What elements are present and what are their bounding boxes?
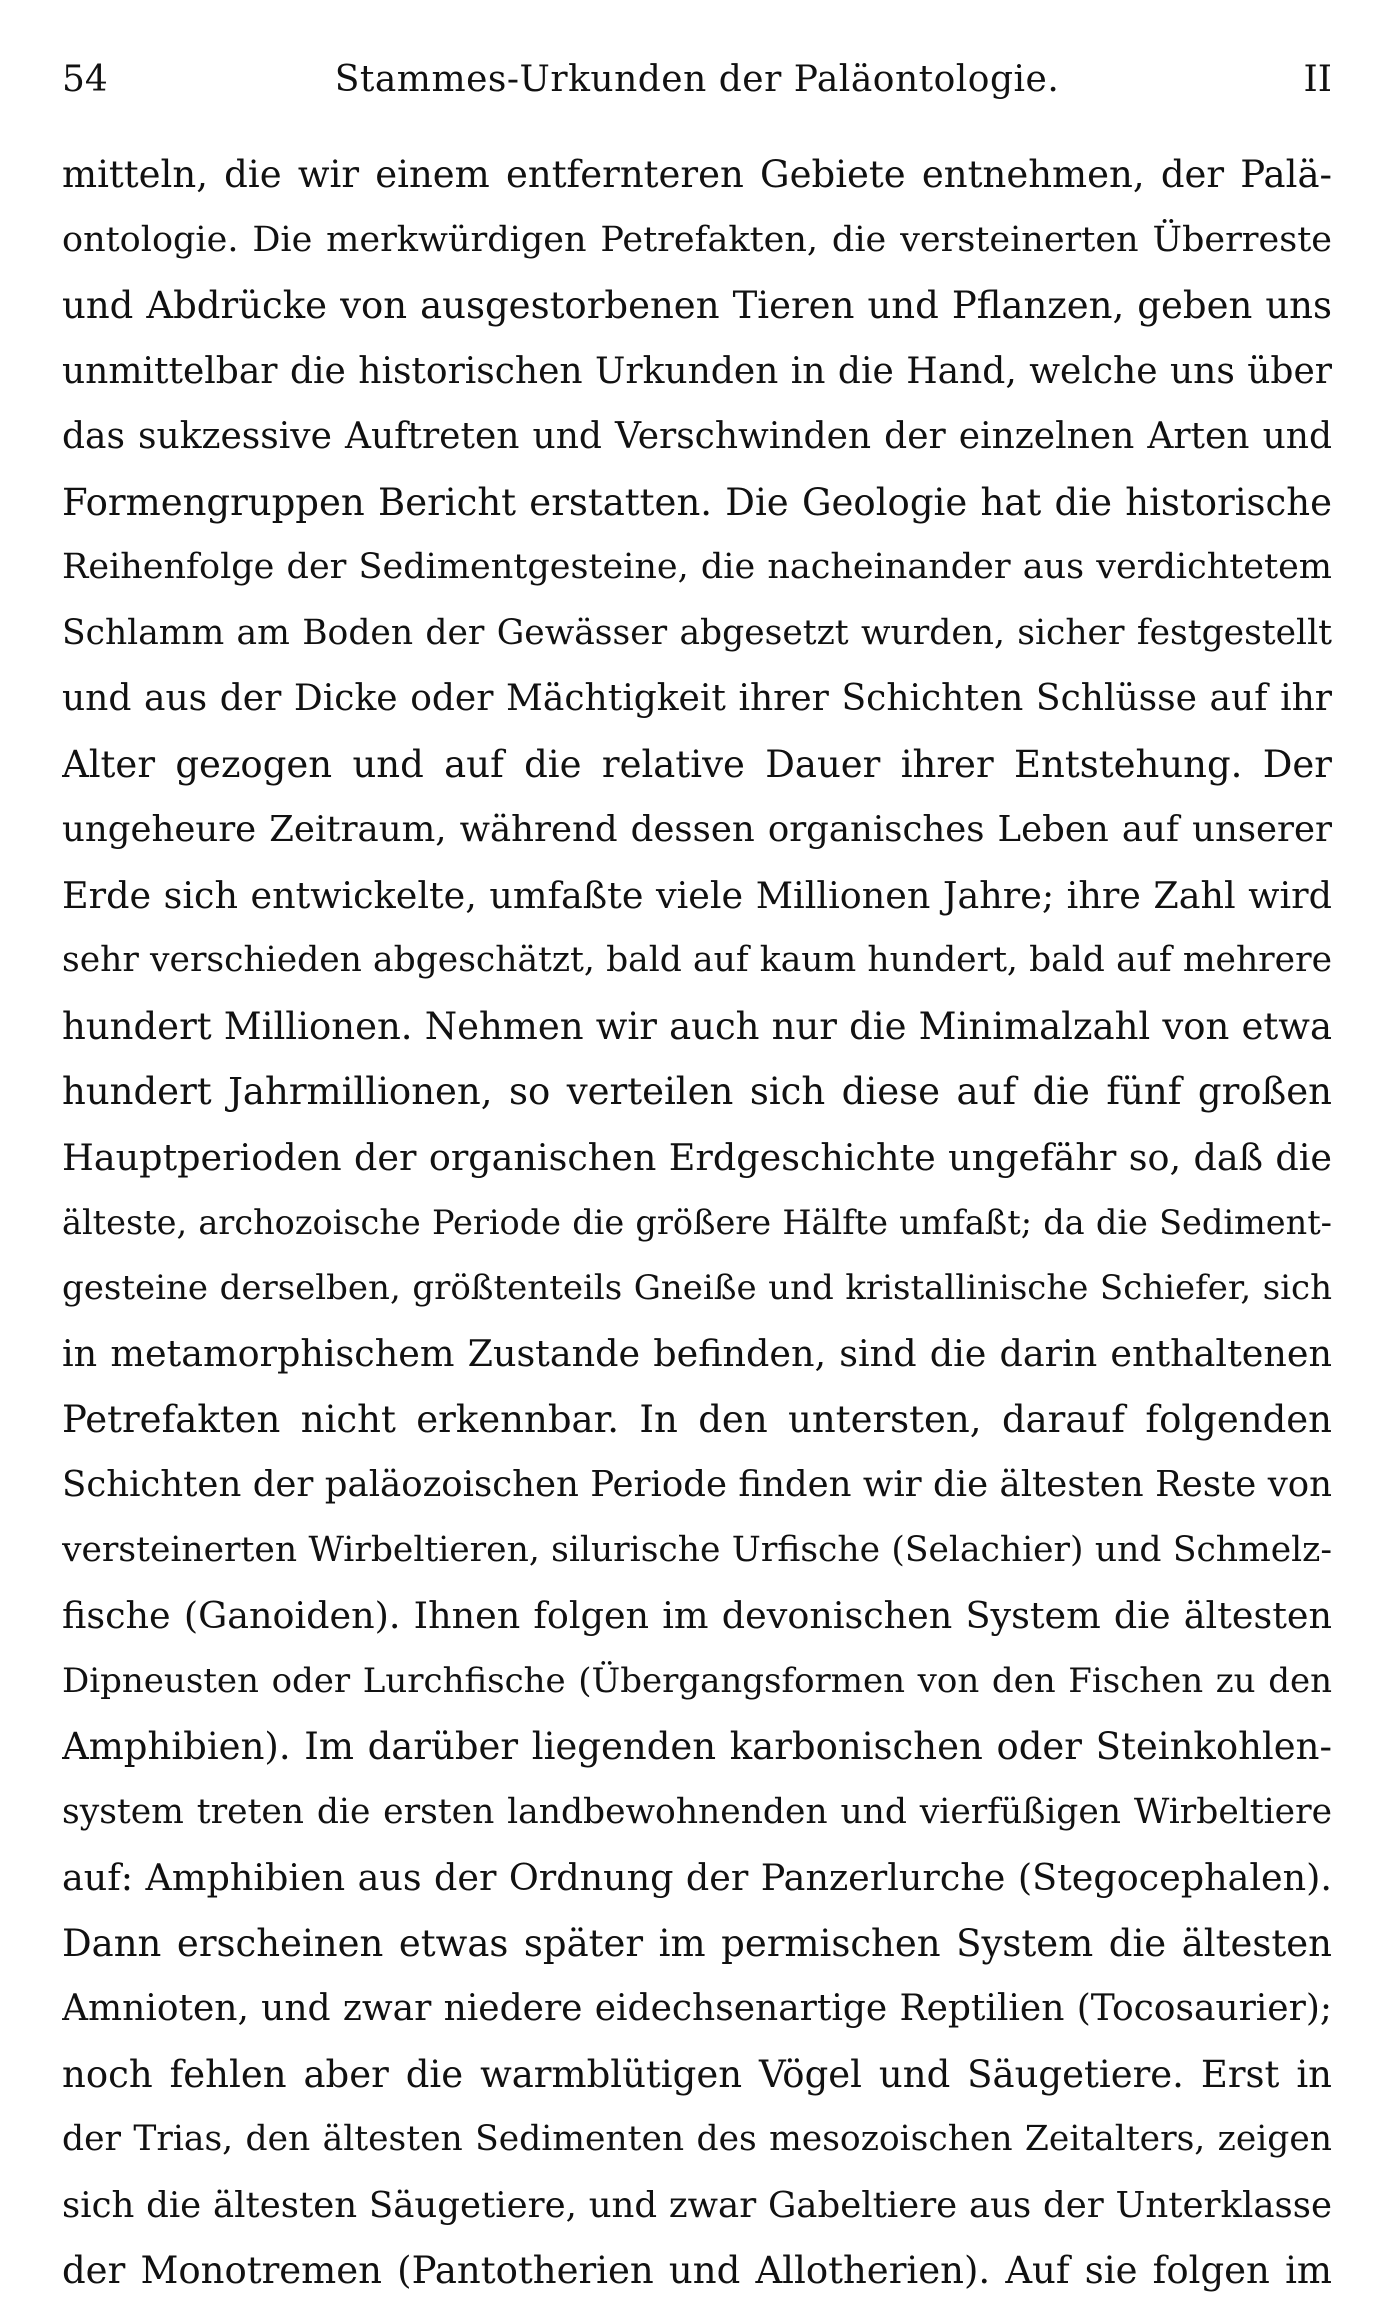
text-line: das sukzessive Auftreten und Verschwinden der einzelnen Arten und bbox=[62, 416, 1332, 457]
page-number: 54 bbox=[62, 59, 108, 100]
text-line: Dipneusten oder Lurchfische (Übergangsformen von den Fischen zu den bbox=[62, 1660, 1332, 1701]
text-line: älteste, archozoische Periode die größere Hälfte umfaßt; da die Sediment- bbox=[62, 1203, 1332, 1242]
text-line: der Monotremen (Pantotherien und Allotherien). Auf sie folgen im bbox=[62, 2249, 1332, 2292]
text-line: Amnioten, und zwar niedere eidechsenartige Reptilien (Tocosaurier); bbox=[62, 1988, 1332, 2029]
text-line: ungeheure Zeitraum, während dessen organisches Leben auf unserer bbox=[62, 809, 1332, 850]
section-number: II bbox=[1303, 59, 1332, 100]
text-line: sehr verschieden abgeschätzt, bald auf kaum hundert, bald auf mehrere bbox=[62, 940, 1332, 980]
text-line: und aus der Dicke oder Mächtigkeit ihrer Schichten Schlüsse auf ihr bbox=[62, 678, 1332, 719]
text-line: ontologie. Die merkwürdigen Petrefakten, die versteinerten Überreste bbox=[62, 219, 1332, 260]
text-line: Alter gezogen und auf die relative Dauer ihrer Entstehung. Der bbox=[62, 742, 1332, 786]
text-line: Amphibien). Im darüber liegenden karbonischen oder Steinkohlen- bbox=[62, 1725, 1332, 1768]
text-line: noch fehlen aber die warmblütigen Vögel und Säugetiere. Erst in bbox=[62, 2052, 1332, 2096]
running-title: Stammes-Urkunden der Paläontologie. bbox=[334, 59, 1060, 100]
book-page bbox=[62, 50, 1332, 2292]
text-line: hundert Millionen. Nehmen wir auch nur die Minimalzahl von etwa bbox=[62, 1004, 1332, 1048]
text-line: Dann erscheinen etwas später im permischen System die ältesten bbox=[62, 1921, 1332, 1965]
body-text bbox=[62, 142, 1332, 2304]
text-line: der Trias, den ältesten Sedimenten des mesozoischen Zeitalters, zeigen bbox=[62, 2119, 1332, 2159]
text-line: Hauptperioden der organischen Erdgeschichte ungefähr so, daß die bbox=[62, 1135, 1332, 1179]
text-line: Schlamm am Boden der Gewässer abgesetzt wurden, sicher festgestellt bbox=[62, 612, 1332, 653]
text-line: fische (Ganoiden). Ihnen folgen im devonischen System die ältesten bbox=[62, 1594, 1332, 1637]
text-line: in metamorphischem Zustande befinden, sind die darin enthaltenen bbox=[62, 1332, 1332, 1375]
page-header bbox=[62, 50, 1332, 110]
text-line: und Abdrücke von ausgestorbenen Tieren und Pflanzen, geben uns bbox=[62, 284, 1332, 327]
text-line: unmittelbar die historischen Urkunden in die Hand, welche uns über bbox=[62, 350, 1332, 392]
text-line: versteinerten Wirbeltieren, silurische Urfische (Selachier) und Schmelz- bbox=[62, 1529, 1332, 1570]
text-line: Schichten der paläozoischen Periode finden wir die ältesten Reste von bbox=[62, 1464, 1332, 1505]
text-line: sich die ältesten Säugetiere, und zwar Gabeltiere aus der Unterklasse bbox=[62, 2184, 1332, 2226]
text-line: mitteln, die wir einem entfernteren Gebiete entnehmen, der Palä- bbox=[62, 153, 1332, 196]
text-line: gesteine derselben, größtenteils Gneiße und kristallinische Schiefer, sich bbox=[62, 1267, 1332, 1308]
text-line: hundert Jahrmillionen, so verteilen sich diese auf die fünf großen bbox=[62, 1070, 1332, 1113]
text-line: Petrefakten nicht erkennbar. In den untersten, darauf folgenden bbox=[62, 1397, 1332, 1441]
text-line: Reihenfolge der Sedimentgesteine, die nacheinander aus verdichtetem bbox=[62, 547, 1332, 587]
text-line: system treten die ersten landbewohnenden und vierfüßigen Wirbeltiere bbox=[62, 1791, 1332, 1832]
text-line: Formengruppen Bericht erstatten. Die Geologie hat die historische bbox=[62, 480, 1332, 524]
text-line: Erde sich entwickelte, umfaßte viele Millionen Jahre; ihre Zahl wird bbox=[62, 873, 1332, 917]
text-line: auf: Amphibien aus der Ordnung der Panzerlurche (Stegocephalen). bbox=[62, 1856, 1332, 1899]
